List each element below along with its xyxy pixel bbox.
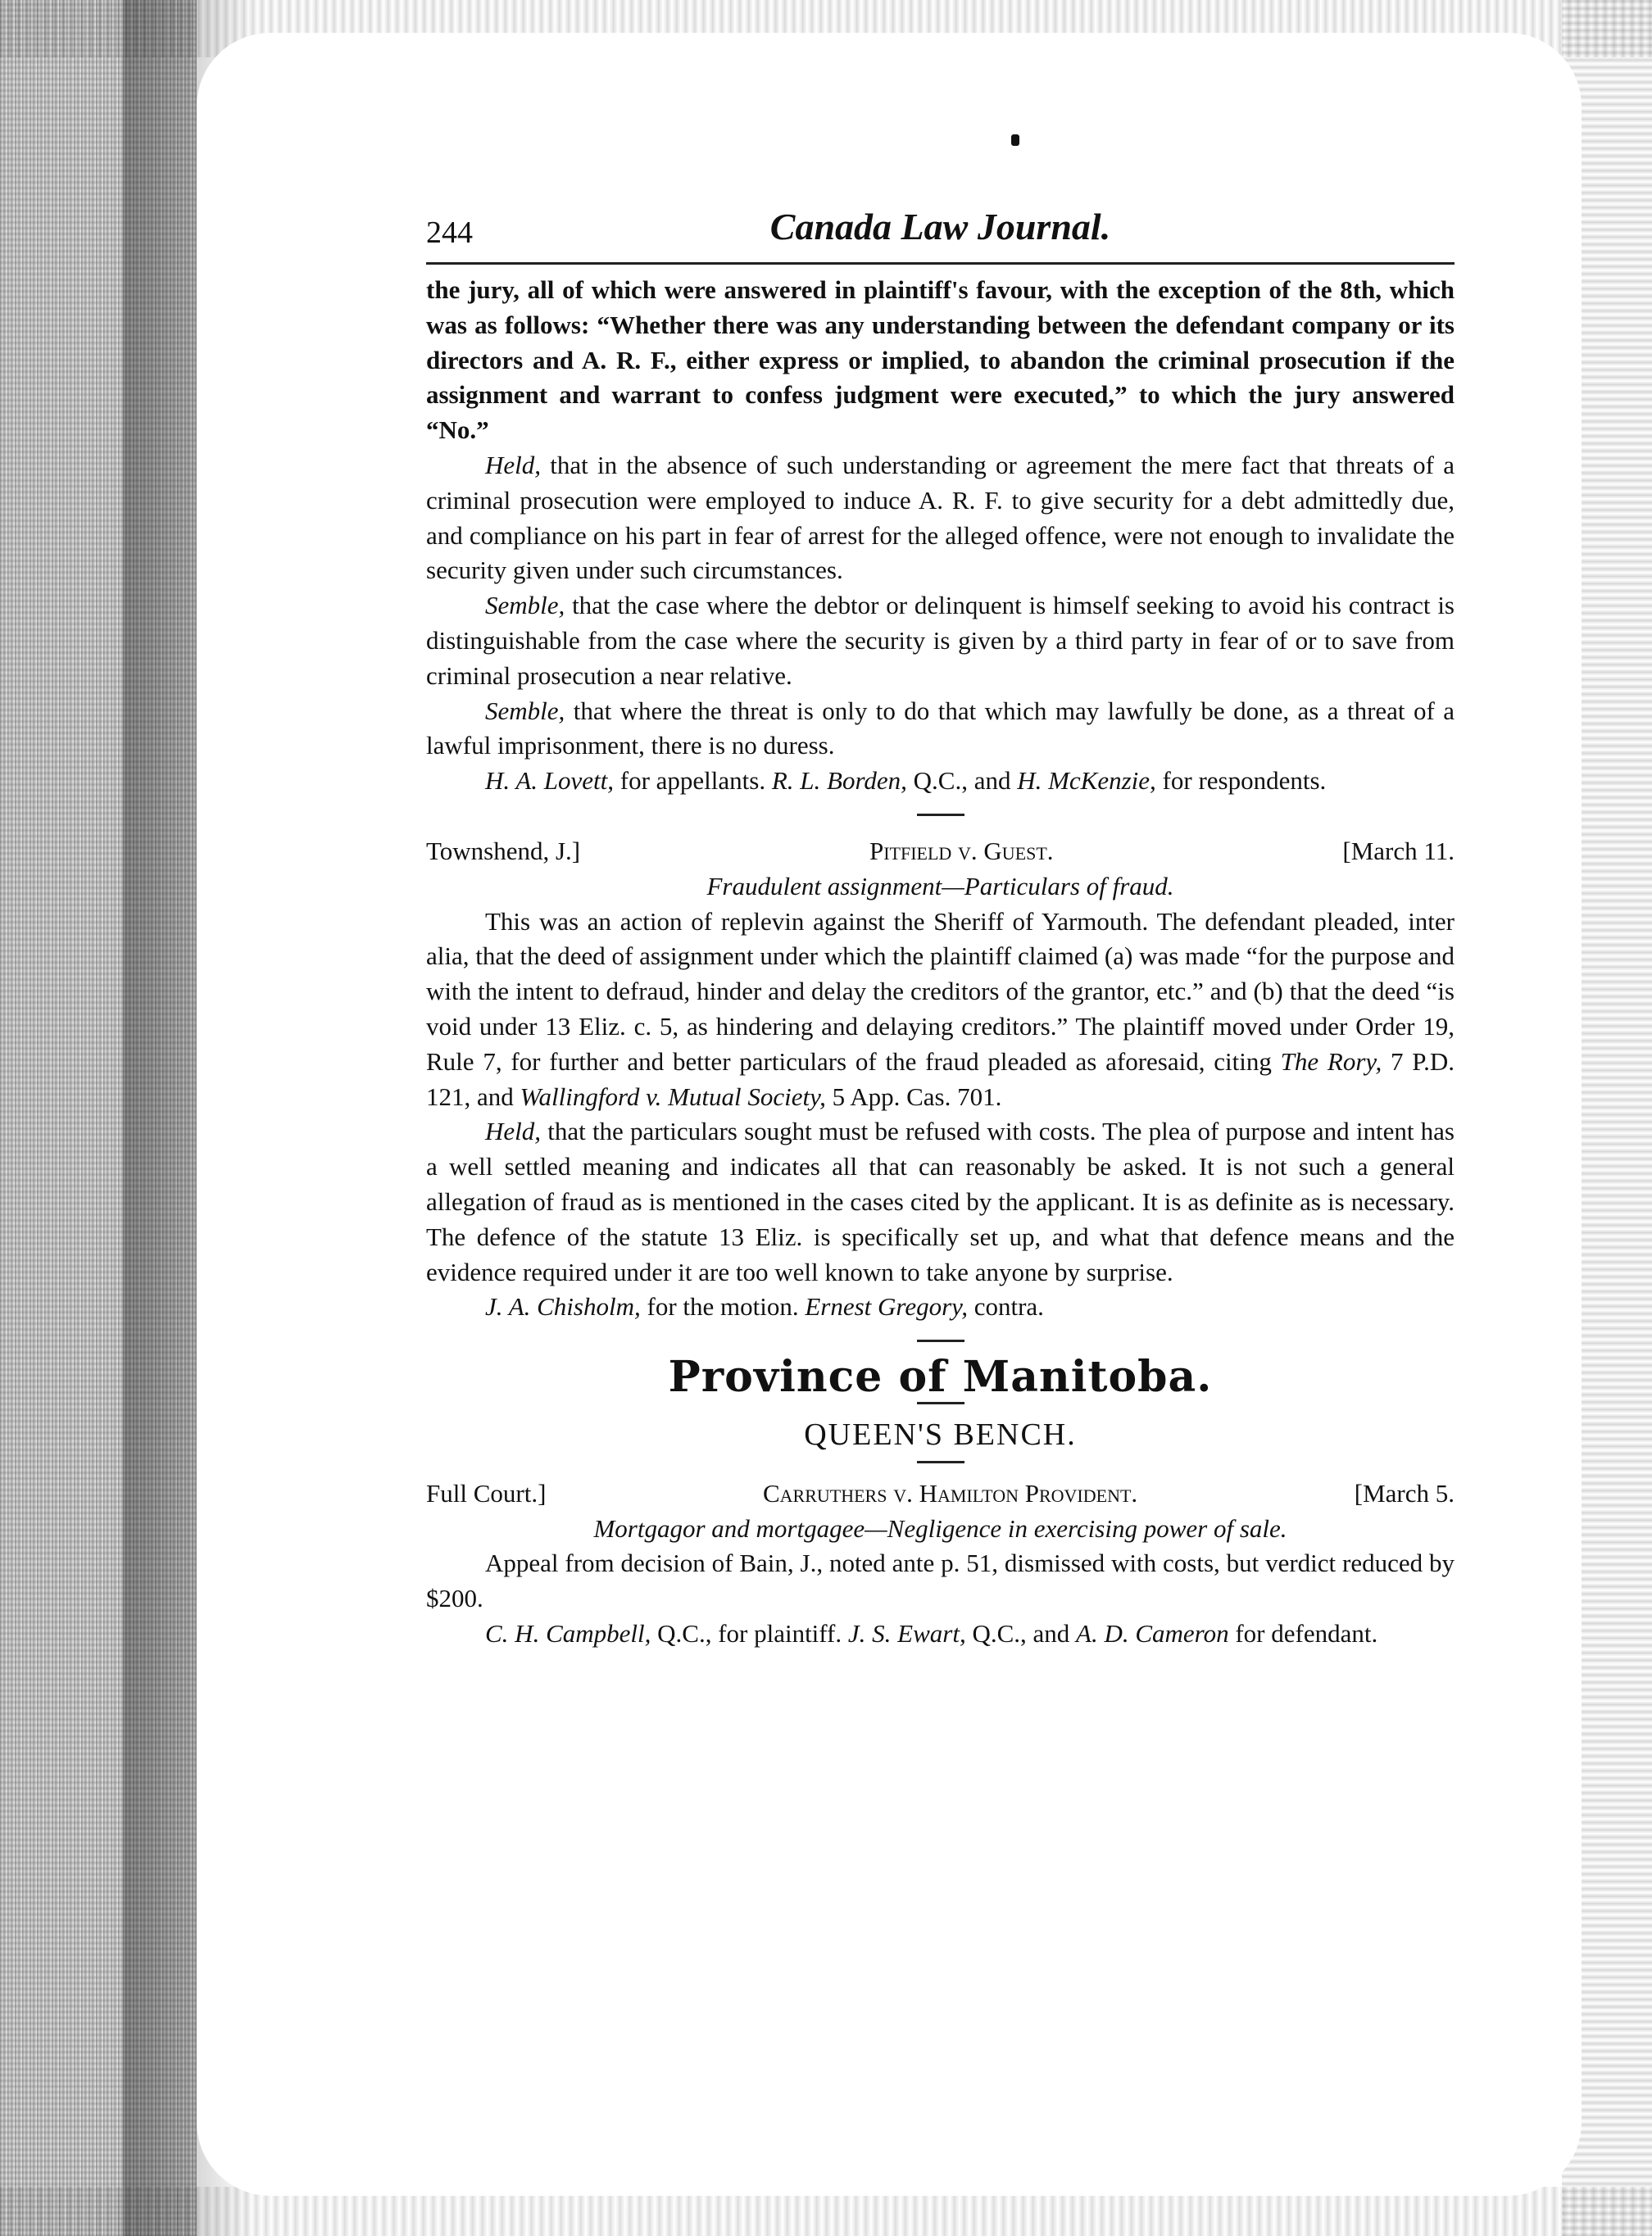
case3-date: [March 5. [1354,1478,1455,1508]
counsel-name: Ernest Gregory, [805,1292,968,1322]
case2-paragraph [426,905,1455,1115]
counsel-name: J. A. Chisholm, [485,1292,641,1322]
counsel-name: H. McKenzie, [1017,766,1156,796]
case1-held-paragraph [426,448,1455,588]
court-title: QUEEN'S BENCH. [804,1417,1077,1452]
held-text: that the particulars sought must be refused with costs. The plea of purpose and intent has a well settled meaning and indicates all that can reasonably be asked. It is not such a general allegation of fraud as is mentioned in the cases cited by the applicant. It is as definite as is necessary. The defence of the statute 13 Eliz. is specifically set up, and what that defence means and the evidence required under it are too well known to take anyone by surprise. [426,1117,1455,1286]
case2-text: 5 App. Cas. 701. [825,1082,1002,1111]
counsel-name: C. H. Campbell, [485,1618,651,1648]
page-number: 244 [426,215,473,250]
page-header [426,205,1455,265]
counsel-text: for appellants. [614,766,772,796]
case1-paragraph: the jury, all of which were answered in plaintiff's favour, with the exception of the 8th, which was as follows: “Whether there was any understanding between the defendant company or its directors and A. R. F., either express or implied, to abandon the criminal prosecution if the assignment and warrant to confess judgment were executed,” to which the jury answered “No.” [426,275,1455,445]
running-title: Canada Law Journal. [769,206,1111,247]
counsel-name: H. A. Lovett, [485,766,614,796]
counsel-text: Q.C., and [965,1618,1077,1648]
counsel-text: Q.C., and [906,766,1018,796]
citation: The Rory, [1280,1046,1382,1076]
semble-text: that the case where the debtor or delinquent is himself seeking to avoid his contract is distinguishable from the case where the security is given by a third party in fear of or to save from criminal prosecution a near relative. [426,591,1455,690]
counsel-name: R. L. Borden, [771,766,907,796]
divider [917,1402,964,1404]
case3-paragraph: Appeal from decision of Bain, J., noted ante p. 51, dismissed with costs, but verdict reduced by $200. [426,1549,1455,1613]
counsel-text: for respondents. [1155,766,1327,796]
divider [917,1340,964,1342]
section-title: Province of Manitoba. [668,1352,1213,1403]
case2-text: 7 P.D. 121, and [426,1046,1455,1111]
case3-headnote: Mortgagor and mortgagee—Negligence in exercising power of sale. [593,1513,1287,1543]
held-label: Held, [485,1117,542,1146]
case2-held-paragraph [426,1114,1455,1290]
case2-judge: Townshend, J.] [426,836,581,865]
held-text: that in the absence of such understanding or agreement the mere fact that threats of a criminal prosecution were employed to induce A. R. F. to give security for a debt admittedly due, and compliance on his part in fear of arrest for the alleged offence, were not enough to invalidate the security given under such circumstances. [426,450,1455,585]
case2-heading [426,834,1455,869]
counsel-text: Q.C., for plaintiff. [651,1618,848,1648]
case2-headnote: Fraudulent assignment—Particulars of fraud. [706,871,1174,900]
semble-text: that where the threat is only to do that which may lawfully be done, as a threat of a lawful imprisonment, there is no duress. [426,696,1455,760]
case2-text: This was an action of replevin against the Sheriff of Yarmouth. The defendant pleaded, inter alia, that the deed of assignment under which the plaintiff claimed (a) was made “for the purpose and with the intent to defraud, hinder and delay the creditors of the grantor, etc.” and (b) that the deed “is void under 13 Eliz. c. 5, as hindering and delaying creditors.” The plaintiff moved under Order 19, Rule 7, for further and better particulars of the fraud pleaded as aforesaid, citing [426,906,1455,1076]
case2-date: [March 11. [1342,836,1455,865]
counsel-name: A. D. Cameron [1076,1618,1229,1648]
case3-judge: Full Court.] [426,1478,547,1508]
case3-title: Carruthers v. Hamilton Provident. [762,1478,1138,1508]
case2-title: Pitfield v. Guest. [869,836,1054,865]
case3-counsel [426,1617,1455,1652]
ink-dot [1011,134,1019,146]
divider [917,1461,964,1463]
case2-counsel [426,1290,1455,1325]
counsel-text: for defendant. [1228,1618,1378,1648]
divider [917,814,964,816]
body-text [426,273,1455,1652]
counsel-text: contra. [967,1292,1044,1322]
counsel-text: for the motion. [640,1292,806,1322]
case1-semble-paragraph [426,588,1455,693]
citation: Wallingford v. Mutual Society, [520,1082,826,1111]
counsel-name: J. S. Ewart, [847,1618,966,1648]
page-content [426,205,1455,1652]
semble-label: Semble, [485,696,565,725]
case1-counsel [426,764,1455,799]
semble-label: Semble, [485,591,565,620]
case1-semble2-paragraph [426,694,1455,764]
case3-heading [426,1476,1455,1512]
held-label: Held, [485,450,542,479]
